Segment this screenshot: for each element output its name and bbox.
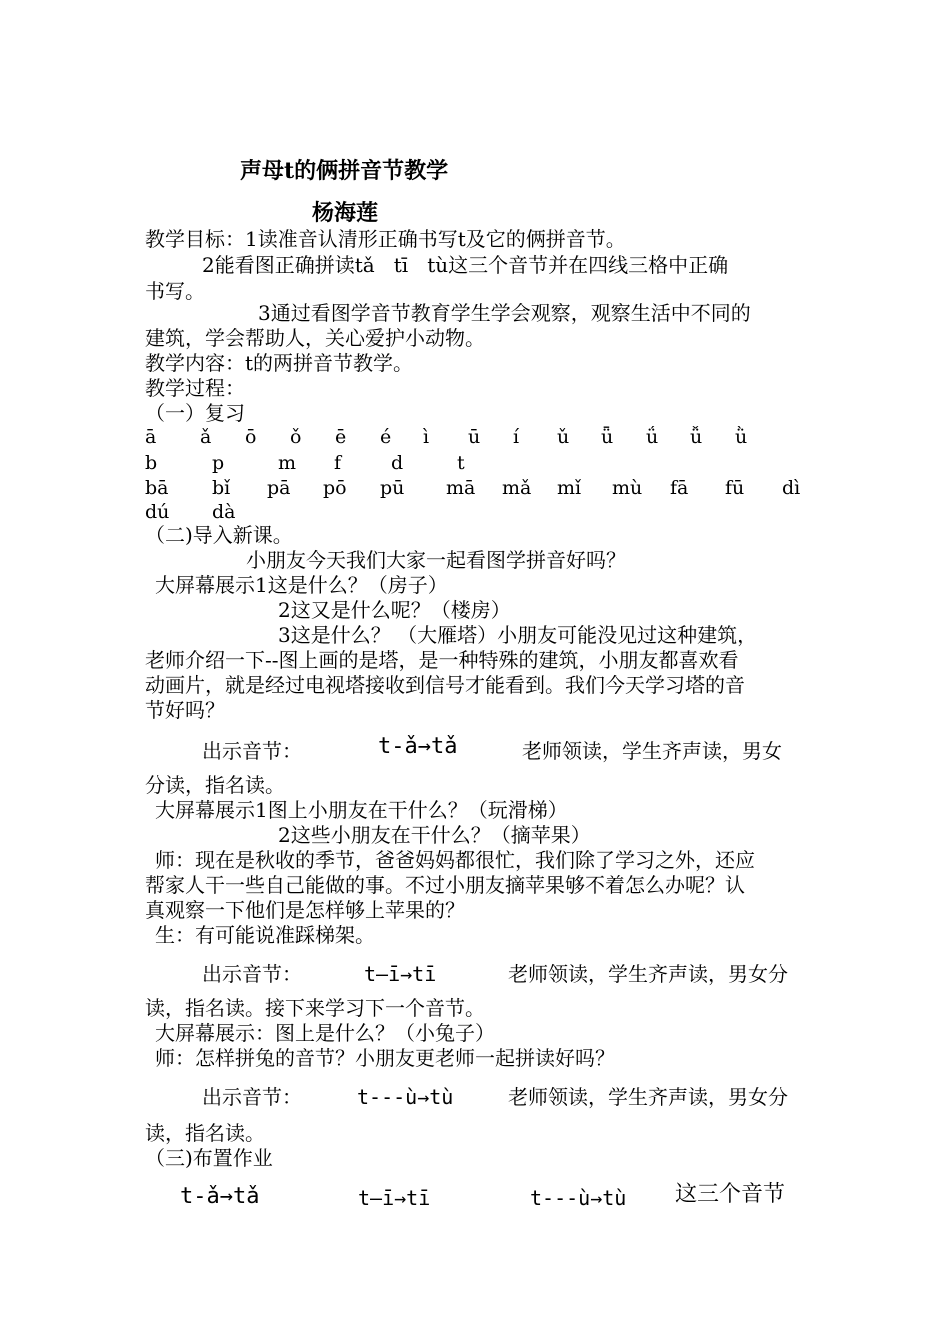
- vowel-item: ǔ: [557, 426, 570, 448]
- homework-heading: （三)布置作业: [145, 1146, 273, 1170]
- vowel-item: é: [380, 426, 392, 448]
- initial-item: d: [391, 452, 404, 474]
- screen-6: 大屏幕展示：图上是什么？（小兔子）: [155, 1021, 495, 1045]
- screen-2: 2这又是什么呢？（楼房）: [278, 598, 511, 622]
- show-instructions-line-2: 读，指名读。接下来学习下一个音节。: [145, 996, 485, 1020]
- intro-question: 小朋友今天我们大家一起看图学拼音好吗？: [246, 548, 626, 572]
- vowel-item: ì: [423, 426, 430, 448]
- show-instructions-line-2: 读，指名读。: [145, 1121, 265, 1145]
- homework-syllable-2: t—ī→tī: [358, 1186, 431, 1210]
- syllable-item: bā: [145, 477, 169, 499]
- teacher-line-2: 帮家人干一些自己能做的事。不过小朋友摘苹果够不着怎么办呢？认: [145, 873, 745, 897]
- show-instructions: 老师领读，学生齐声读，男女分: [508, 962, 788, 986]
- syllable-item: mā: [446, 477, 476, 499]
- vowel-item: ū: [468, 426, 481, 448]
- syllable-formula: t-ǎ→tǎ: [378, 734, 458, 759]
- show-instructions: 老师领读，学生齐声读，男女分: [508, 1085, 788, 1109]
- syllable-item: fū: [725, 477, 745, 499]
- goal-1: 教学目标：1读准音认清形正确书写t及它的俩拼音节。: [145, 227, 626, 251]
- screen-3-line-4: 节好吗？: [145, 698, 225, 722]
- initial-item: m: [278, 452, 297, 474]
- vowel-item: ǘ: [646, 426, 659, 448]
- syllable-item: bǐ: [212, 477, 231, 499]
- syllable-item: mǐ: [557, 477, 582, 499]
- initial-item: t: [457, 452, 465, 474]
- screen-3-line-2: 老师介绍一下--图上画的是塔，是一种特殊的建筑，小朋友都喜欢看: [145, 648, 739, 672]
- show-label: 出示音节：: [202, 962, 302, 986]
- vowel-item: ǚ: [690, 426, 703, 448]
- teacher-line-3: 真观察一下他们是怎样够上苹果的？: [145, 898, 465, 922]
- syllable-item: fā: [670, 477, 689, 499]
- teacher-line-4: 师：怎样拼兔的音节？小朋友更老师一起拼读好吗？: [155, 1046, 615, 1070]
- teacher-line-1: 师：现在是秋收的季节，爸爸妈妈都很忙，我们除了学习之外，还应: [155, 848, 755, 872]
- syllable-item: dì: [782, 477, 801, 499]
- vowel-item: ǎ: [200, 426, 212, 448]
- intro-heading: （二)导入新课。: [145, 523, 293, 547]
- screen-4: 大屏幕展示1图上小朋友在干什么？（玩滑梯）: [155, 798, 568, 822]
- screen-3: 3这是什么？ （大雁塔）小朋友可能没见过这种建筑，: [278, 623, 758, 647]
- syllable-item: dú: [145, 501, 170, 523]
- review-heading: （一）复习: [145, 401, 245, 425]
- syllable-item: pū: [380, 477, 405, 499]
- initial-item: b: [145, 452, 158, 474]
- show-instructions-line-2: 分读，指名读。: [145, 773, 285, 797]
- syllable-item: mù: [612, 477, 643, 499]
- goal-2-line-2: 书写。: [145, 279, 205, 303]
- teaching-process: 教学过程：: [145, 376, 245, 400]
- homework-syllable-3: t---ù→tù: [530, 1186, 627, 1210]
- show-label: 出示音节：: [202, 1085, 302, 1109]
- homework-tail: 这三个音节: [675, 1182, 786, 1207]
- vowel-item: ā: [145, 426, 157, 448]
- syllable-item: pā: [267, 477, 291, 499]
- goal-3-line-2: 建筑，学会帮助人，关心爱护小动物。: [145, 326, 485, 350]
- vowel-item: ǖ: [601, 426, 614, 448]
- screen-1: 大屏幕展示1这是什么？（房子）: [155, 573, 448, 597]
- homework-syllable-1: t-ǎ→tǎ: [180, 1184, 260, 1209]
- doc-title: 声母t的俩拼音节教学: [240, 158, 449, 184]
- student-line: 生：有可能说准踩梯架。: [155, 923, 375, 947]
- vowel-item: í: [513, 426, 520, 448]
- teaching-content: 教学内容：t的两拼音节教学。: [145, 351, 414, 375]
- syllable-item: mǎ: [502, 477, 532, 499]
- goal-2-line-1: 2能看图正确拼读tǎ tī tù这三个音节并在四线三格中正确: [202, 253, 729, 277]
- syllable-item: dà: [212, 501, 236, 523]
- doc-author: 杨海莲: [312, 200, 379, 226]
- goal-3-line-1: 3通过看图学音节教育学生学会观察，观察生活中不同的: [258, 301, 751, 325]
- vowel-item: ō: [245, 426, 257, 448]
- initial-item: f: [334, 452, 342, 474]
- vowel-item: ǒ: [290, 426, 302, 448]
- syllable-formula: t---ù→tù: [357, 1085, 454, 1109]
- show-label: 出示音节：: [202, 739, 302, 763]
- vowel-item: ǜ: [735, 426, 748, 448]
- syllable-item: pō: [323, 477, 347, 499]
- syllable-formula: t—ī→tī: [364, 962, 437, 986]
- vowel-item: ē: [335, 426, 347, 448]
- show-instructions: 老师领读，学生齐声读，男女: [522, 739, 782, 763]
- screen-3-line-3: 动画片，就是经过电视塔接收到信号才能看到。我们今天学习塔的音: [145, 673, 745, 697]
- initial-item: p: [212, 452, 225, 474]
- screen-5: 2这些小朋友在干什么？（摘苹果）: [278, 823, 591, 847]
